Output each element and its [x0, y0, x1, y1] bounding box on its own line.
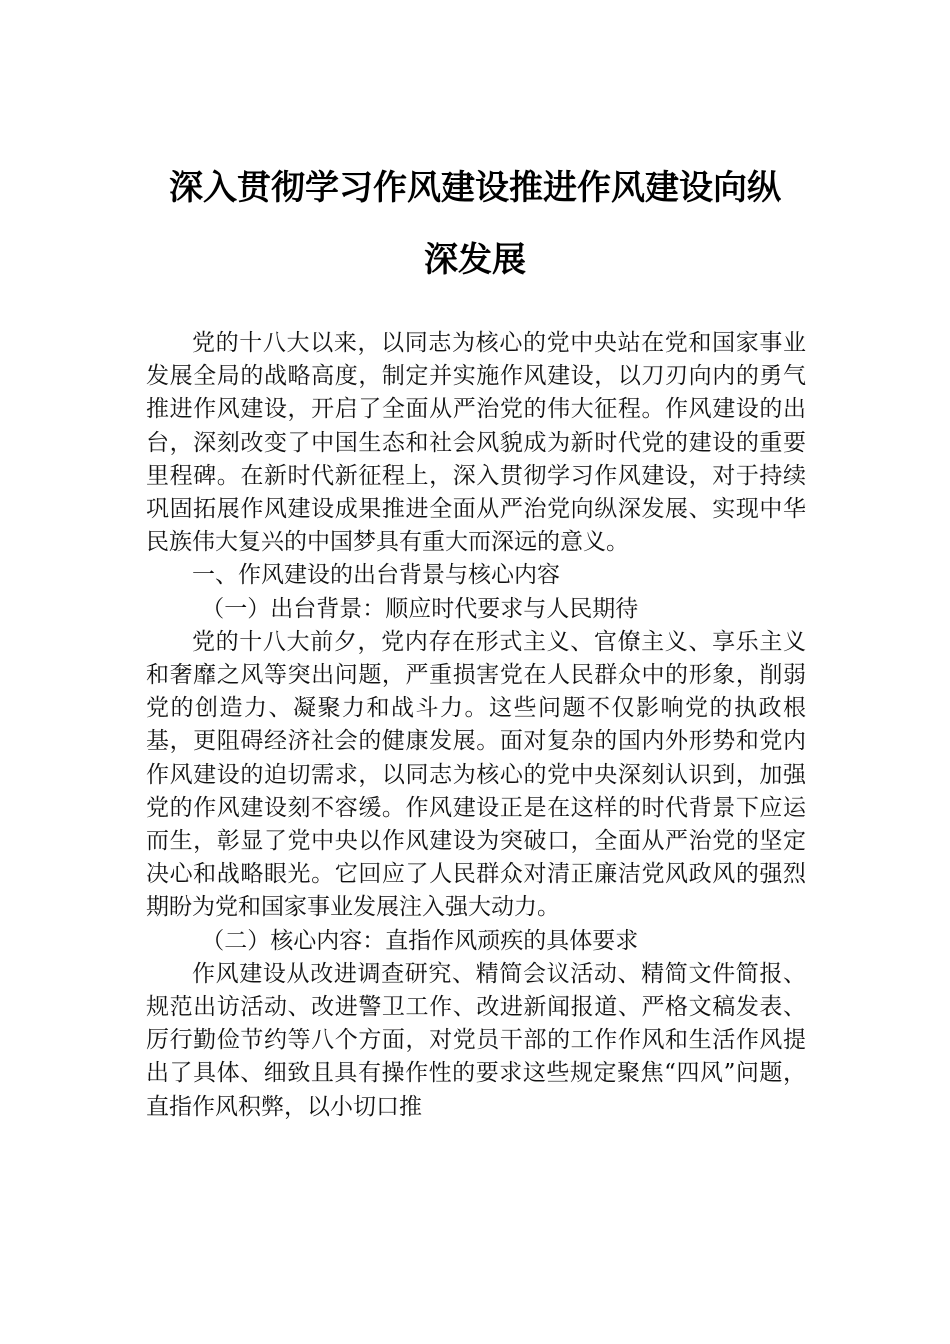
document-title: [140, 152, 810, 296]
subsection-2-paragraph: 作风建设从改进调查研究、精简会议活动、精简文件简报、规范出访活动、改进警卫工作、改进新闻报道、严格文稿发表、厉行勤俭节约等八个方面，对党员干部的工作作风和生活作风提出了具体、细致且具有操作性的要求这些规定聚焦“四风”问题，直指作风积弊，以小切口推: [146, 960, 806, 1120]
subsection-1-heading: （一）出台背景：顺应时代要求与人民期待: [201, 595, 639, 622]
subsection-2-heading: （二）核心内容：直指作风顽疾的具体要求: [201, 927, 639, 954]
subsection-1-paragraph: 党的十八大前夕，党内存在形式主义、官僚主义、享乐主义和奢靡之风等突出问题，严重损害党在人民群众中的形象，削弱党的创造力、凝聚力和战斗力。这些问题不仅影响党的执政根基，更阻碍经济社会的健康发展。面对复杂的国内外形势和党内作风建设的迫切需求，以同志为核心的党中央深刻认识到，加强党的作风建设刻不容缓。作风建设正是在这样的时代背景下应运而生，彰显了党中央以作风建设为突破口，全面从严治党的坚定决心和战略眼光。它回应了人民群众对清正廉洁党风政风的强烈期盼为党和国家事业发展注入强大动力。: [146, 628, 806, 921]
intro-paragraph: 党的十八大以来，以同志为核心的党中央站在党和国家事业发展全局的战略高度，制定并实施作风建设，以刀刃向内的勇气推进作风建设，开启了全面从严治党的伟大征程。作风建设的出台，深刻改变了中国生态和社会风貌成为新时代党的建设的重要里程碑。在新时代新征程上，深入贯彻学习作风建设，对于持续巩固拓展作风建设成果推进全面从严治党向纵深发展、实现中华民族伟大复兴的中国梦具有重大而深远的意义。: [146, 330, 806, 556]
title-line-2: 深发展: [424, 240, 526, 280]
title-line-1: 深入贯彻学习作风建设推进作风建设向纵: [169, 168, 781, 208]
document-body: [146, 327, 806, 1124]
section-1-heading: 一、作风建设的出台背景与核心内容: [192, 562, 560, 589]
